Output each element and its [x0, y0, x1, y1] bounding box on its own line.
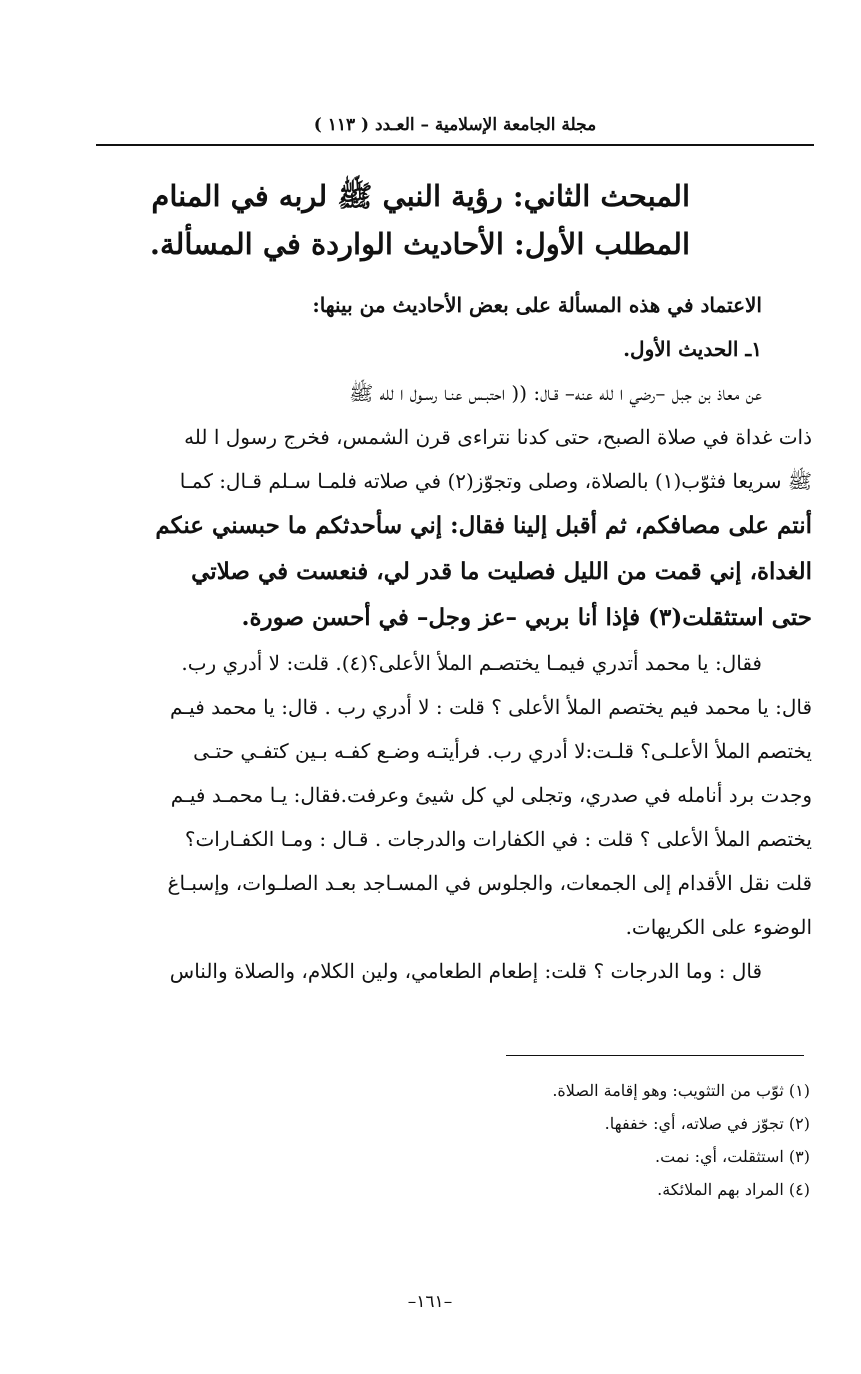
text-line: الوضوء على الكريهات. — [625, 915, 812, 939]
footnote-1: (١) ثوّب من التثويب: وهو إقامة الصلاة. — [552, 1081, 810, 1100]
running-header — [96, 110, 814, 146]
text-line: حتى استثقلت(٣) فإذا أنا بربي –عز وجل– في أحسن صورة. — [241, 604, 812, 631]
text-line: عن معاذ بن جبل –رضي ا لله عنه– قـال: (( احتبـس عنـا رسـول ا لله ﷺ — [349, 381, 762, 405]
text-line: قال : وما الدرجات ؟ قلت: إطعام الطعامي، ولين الكلام، والصلاة والناس — [169, 959, 762, 983]
text-line: أنتم على مصافكم، ثم أقبل إلينا فقال: إني سأحدثكم ما حبسني عنكم — [155, 512, 812, 539]
text-line: يختصم الملأ الأعلـى؟ قلـت:لا أدري رب. فرأيتـه وضـع كفـه بـين كتفـي حتـى — [193, 739, 812, 763]
intro-paragraph: الاعتماد في هذه المسألة على بعض الأحاديث من بينها: — [312, 293, 762, 317]
hadith-heading: ١ـ الحديث الأول. — [623, 337, 762, 361]
section-title: المبحث الثاني: رؤية النبي ﷺ لربه في المنام — [151, 179, 690, 213]
text-line: فقال: يا محمد أتدري فيمـا يختصـم الملأ الأعلى؟(٤). قلت: لا أدري رب. — [181, 651, 762, 675]
subsection-title: المطلب الأول: الأحاديث الواردة في المسألة. — [149, 227, 690, 261]
text-line: يختصم الملأ الأعلى ؟ قلت : في الكفارات والدرجات . قـال : ومـا الكفـارات؟ — [184, 827, 812, 851]
text-line: قلت نقل الأقدام إلى الجمعات، والجلوس في المسـاجد بعـد الصلـوات، وإسبـاغ — [167, 871, 812, 895]
body-text — [100, 283, 812, 993]
footnotes — [300, 1074, 810, 1206]
footnote-separator — [506, 1055, 804, 1056]
footnote-4: (٤) المراد بهم الملائكة. — [657, 1180, 810, 1199]
footnote-3: (٣) استثقلت، أي: نمت. — [655, 1147, 810, 1166]
text-line: الغداة، إني قمت من الليل فصليت ما قدر لي، فنعست في صلاتي — [191, 558, 812, 585]
text-line: وجدت برد أنامله في صدري، وتجلى لي كل شيئ وعرفت.فقال: يـا محمـد فيـم — [170, 783, 812, 807]
text-line: قال: يا محمد فيم يختصم الملأ الأعلى ؟ قلت : لا أدري رب . قال: يا محمد فيـم — [170, 695, 812, 719]
text-line: ذات غداة في صلاة الصبح، حتى كدنا نتراءى قرن الشمس، فخرج رسول ا لله — [184, 425, 812, 449]
titles-block — [60, 172, 780, 268]
running-title: مجلة الجامعة الإسلامية – العـدد ( ١١٣ ) — [313, 115, 597, 135]
page-number: –١٦١– — [407, 1292, 453, 1312]
footnote-2: (٢) تجوّز في صلاته، أي: خففها. — [604, 1114, 810, 1133]
text-line: ﷺ سريعا فثوّب(١) بالصلاة، وصلى وتجوّز(٢) في صلاته فلمـا سـلم قـال: كمـا — [179, 469, 812, 493]
